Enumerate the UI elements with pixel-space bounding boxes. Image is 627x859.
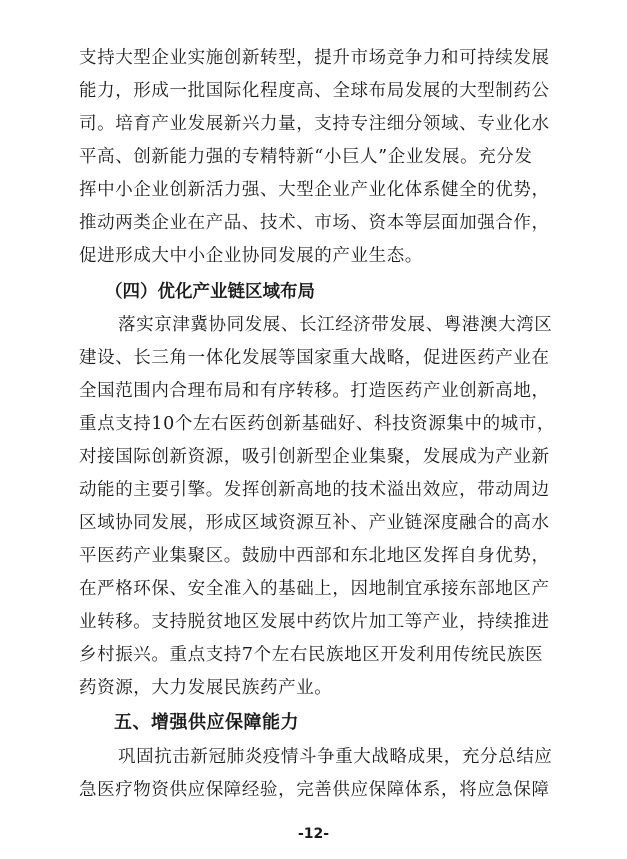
text-line: 建设、长三角一体化发展等国家重大战略，促进医药产业在 xyxy=(79,348,550,368)
text-line: 能力，形成一批国际化程度高、全球布局发展的大型制药公 xyxy=(79,81,550,101)
text-line: 支持大型企业实施创新转型，提升市场竞争力和可持续发展 xyxy=(79,48,550,68)
text-line: 促进形成大中小企业协同发展的产业生态。 xyxy=(79,246,423,266)
text-line: 业转移。支持脱贫地区发展中药饮片加工等产业，持续推进 xyxy=(79,612,550,632)
text-line: 平高、创新能力强的专精特新“小巨人”企业发展。充分发 xyxy=(79,147,533,167)
text-line: 挥中小企业创新活力强、大型企业产业化体系健全的优势， xyxy=(79,180,550,200)
text-line: 推动两类企业在产品、技术、市场、资本等层面加强合作， xyxy=(79,213,550,233)
text-line: 对接国际创新资源，吸引创新型企业集聚，发展成为产业新 xyxy=(79,447,550,467)
text-line: 全国范围内合理布局和有序转移。打造医药产业创新高地， xyxy=(79,381,550,401)
text-line: 药资源，大力发展民族药产业。 xyxy=(79,678,333,698)
text-line: 落实京津冀协同发展、长江经济带发展、粤港澳大湾区 xyxy=(118,315,553,335)
text-line: 巩固抗击新冠肺炎疫情斗争重大战略成果，充分总结应 xyxy=(118,747,553,767)
page-number: -12- xyxy=(297,826,330,842)
text-line: 区域协同发展，形成区域资源互补、产业链深度融合的高水 xyxy=(79,513,550,533)
section-subheading: （四）优化产业链区域布局 xyxy=(105,282,315,302)
text-line: 急医疗物资供应保障经验，完善供应保障体系，将应急保障 xyxy=(79,780,550,800)
section-heading: 五、增强供应保障能力 xyxy=(114,712,299,733)
text-line: 平医药产业集聚区。鼓励中西部和东北地区发挥自身优势， xyxy=(79,546,550,566)
text-line: 乡村振兴。重点支持7个左右民族地区开发利用传统民族医 xyxy=(79,645,544,665)
text-line: 重点支持10个左右医药创新基础好、科技资源集中的城市， xyxy=(79,414,555,434)
text-line: 在严格环保、安全准入的基础上，因地制宜承接东部地区产 xyxy=(79,579,550,599)
text-line: 动能的主要引擎。发挥创新高地的技术溢出效应，带动周边 xyxy=(79,480,550,500)
text-line: 司。培育产业发展新兴力量，支持专注细分领域、专业化水 xyxy=(79,114,550,134)
